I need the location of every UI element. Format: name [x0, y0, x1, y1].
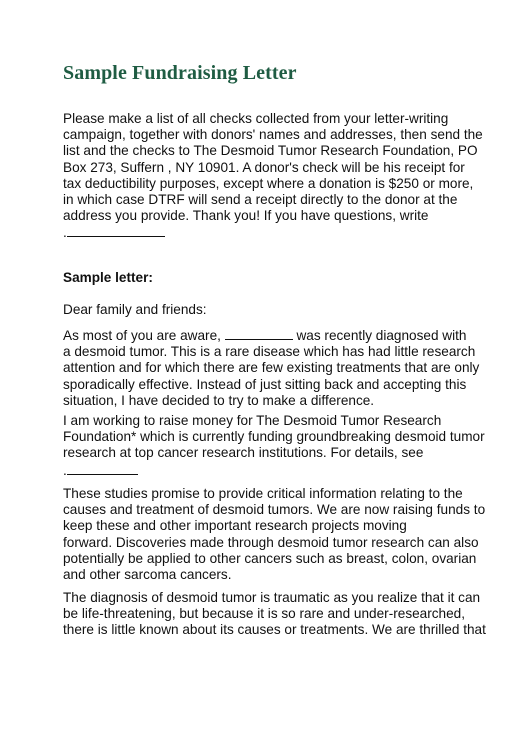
para3-line: These studies promise to provide critical information relating to the — [63, 486, 463, 501]
para1-first-line — [63, 327, 483, 344]
para1-text-after: was recently diagnosed with — [292, 328, 467, 343]
para3-line: potentially be applied to other cancers such as breast, colon, ovarian — [63, 550, 477, 566]
para1-line: situation, I have decided to try to make a difference. — [63, 392, 375, 408]
para4-line: be life-threatening, but because it is so rare and under-researched, — [63, 606, 466, 622]
paragraph-diagnosis-impact — [63, 590, 486, 639]
intro-line: list and the checks to The Desmoid Tumor Research Foundation, PO — [63, 143, 478, 159]
intro-line: address you provide. Thank you! If you have questions, write — [63, 208, 429, 224]
paragraph-foundation — [63, 413, 483, 479]
para4-line: The diagnosis of desmoid tumor is traumatic as you realize that it can — [63, 590, 481, 605]
intro-blank-line — [63, 224, 483, 241]
intro-paragraph — [63, 111, 483, 242]
intro-line: Please make a list of all checks collected from your letter-writing — [63, 111, 449, 126]
contact-blank — [67, 224, 165, 237]
details-blank — [67, 462, 138, 475]
para1-line: sporadically effective. Instead of just sitting back and accepting this — [63, 376, 467, 392]
para1-line: attention and for which there are few existing treatments that are only — [63, 360, 480, 376]
para2-line: research at top cancer research institutions. For details, see — [63, 445, 424, 461]
para3-line: causes and treatment of desmoid tumors. We are now raising funds to — [63, 502, 486, 518]
para1-text-before: As most of you are aware, — [63, 328, 225, 343]
para2-line: I am working to raise money for The Desmoid Tumor Research — [63, 413, 442, 428]
para3-line: forward. Discoveries made through desmoid tumor research can also — [63, 534, 479, 550]
intro-line: campaign, together with donors' names and addresses, then send the — [63, 127, 483, 143]
name-blank — [225, 327, 293, 340]
para3-line: keep these and other important research projects moving — [63, 518, 407, 534]
intro-line: tax deductibility purposes, except where a donation is $250 or more, — [63, 175, 474, 191]
greeting: Dear family and friends: — [63, 302, 207, 317]
para4-line: there is little known about its causes or treatments. We are thrilled that — [63, 622, 486, 638]
intro-line: Box 273, Suffern , NY 10901. A donor's check will be his receipt for — [63, 159, 465, 175]
paragraph-studies — [63, 486, 486, 583]
para2-blank-prefix: . — [63, 462, 67, 478]
para2-line: Foundation* which is currently funding groundbreaking desmoid tumor — [63, 429, 485, 445]
intro-blank-prefix: . — [63, 225, 67, 241]
para1-line: a desmoid tumor. This is a rare disease which has had little research — [63, 344, 476, 360]
sample-letter-heading: Sample letter: — [63, 270, 153, 285]
document-title: Sample Fundraising Letter — [63, 62, 297, 84]
para2-blank-line — [63, 462, 483, 479]
paragraph-diagnosis — [63, 327, 483, 409]
para3-line: and other sarcoma cancers. — [63, 567, 232, 583]
intro-line: in which case DTRF will send a receipt directly to the donor at the — [63, 192, 458, 208]
